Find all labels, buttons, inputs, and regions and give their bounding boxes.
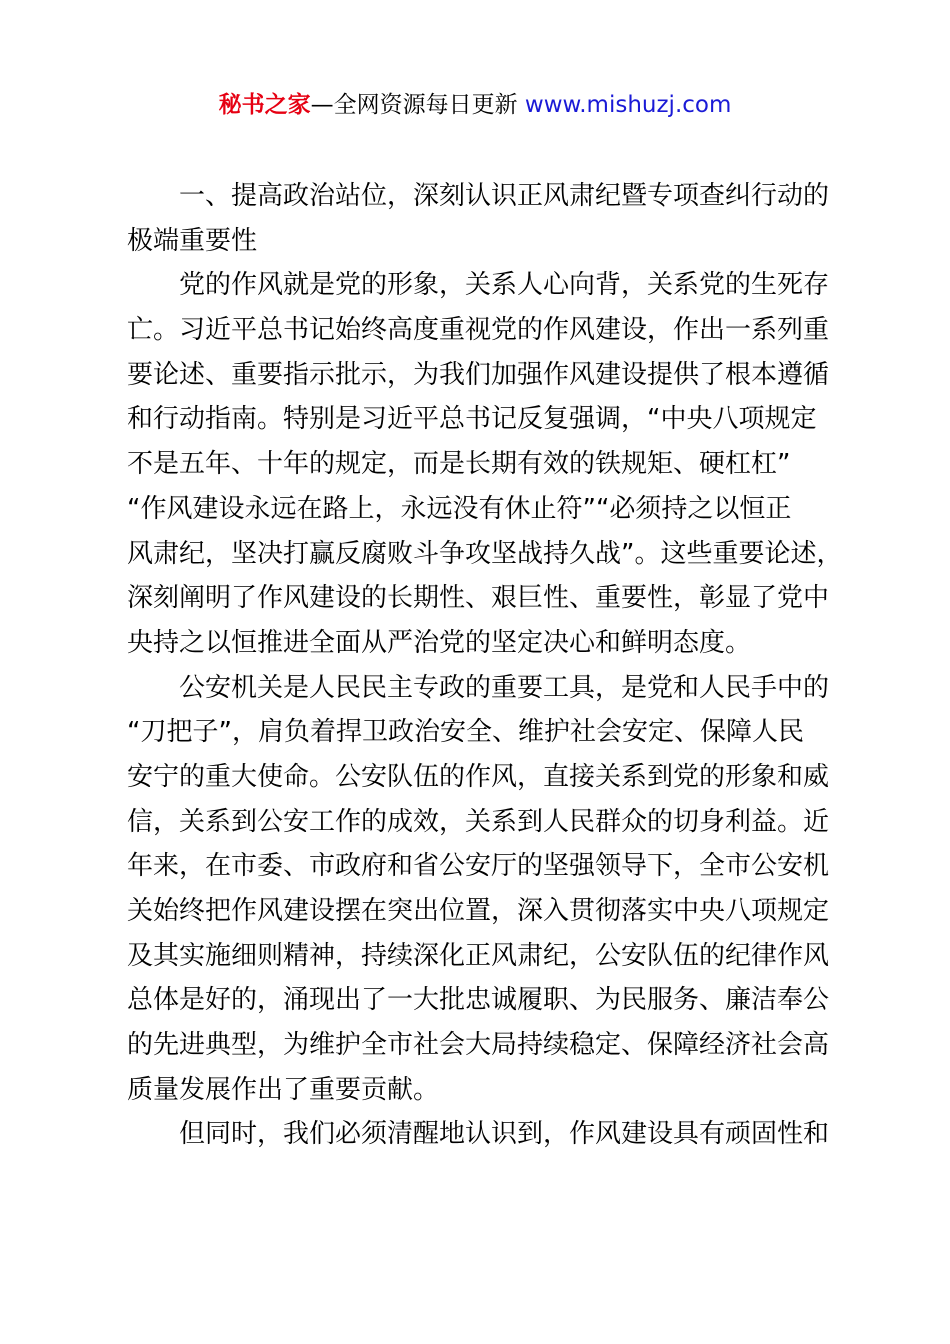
text-line: 年来，在市委、市政府和省公安厅的坚强领导下，全市公安机 (127, 851, 830, 882)
text-line: 安宁的重大使命。公安队伍的作风，直接关系到党的形象和威 (127, 761, 830, 792)
text-line: 公安机关是人民民主专政的重要工具，是党和人民手中的 (179, 672, 830, 703)
text-line: 央持之以恒推进全面从严治党的坚定决心和鲜明态度。 (127, 627, 752, 658)
text-line: 极端重要性 (127, 225, 258, 256)
text-line: 党的作风就是党的形象，关系人心向背，关系党的生死存 (179, 270, 830, 301)
text-line: “刀把子”，肩负着捍卫政治安全、维护社会安定、保障人民 (127, 717, 804, 748)
text-line: 深刻阐明了作风建设的长期性、艰巨性、重要性，彰显了党中 (127, 583, 830, 614)
brand-name: 秘书之家 (218, 92, 311, 118)
text-line: 总体是好的，涌现出了一大批忠诚履职、为民服务、廉洁奉公 (127, 985, 830, 1016)
text-line: 和行动指南。特别是习近平总书记反复强调，“中央八项规定 (127, 404, 817, 435)
text-line: 一、提高政治站位，深刻认识正风肃纪暨专项查纠行动的 (179, 181, 830, 211)
header-url-link[interactable]: www.mishuzj.com (524, 92, 732, 118)
page-header (0, 88, 950, 122)
text-line: 及其实施细则精神，持续深化正风肃纪，公安队伍的纪律作风 (127, 940, 830, 971)
text-line: 风肃纪，坚决打赢反腐败斗争攻坚战持久战”。这些重要论述， (127, 538, 843, 569)
text-line: 信，关系到公安工作的成效，关系到人民群众的切身利益。近 (127, 806, 830, 837)
header-tagline: —全网资源每日更新 (310, 92, 518, 118)
text-line: “作风建设永远在路上，永远没有休止符”“必须持之以恒正 (127, 493, 792, 524)
text-line: 质量发展作出了重要贡献。 (127, 1074, 440, 1105)
text-line: 要论述、重要指示批示，为我们加强作风建设提供了根本遵循 (127, 359, 830, 390)
text-line: 的先进典型，为维护全市社会大局持续稳定、保障经济社会高 (127, 1030, 830, 1061)
text-line: 但同时，我们必须清醒地认识到，作风建设具有顽固性和 (179, 1119, 830, 1150)
text-line: 关始终把作风建设摆在突出位置，深入贯彻落实中央八项规定 (127, 896, 830, 926)
text-line: 亡。习近平总书记始终高度重视党的作风建设，作出一系列重 (127, 315, 830, 346)
text-line: 不是五年、十年的规定，而是长期有效的铁规矩、硬杠杠” (127, 449, 791, 480)
document-body (127, 174, 843, 1157)
